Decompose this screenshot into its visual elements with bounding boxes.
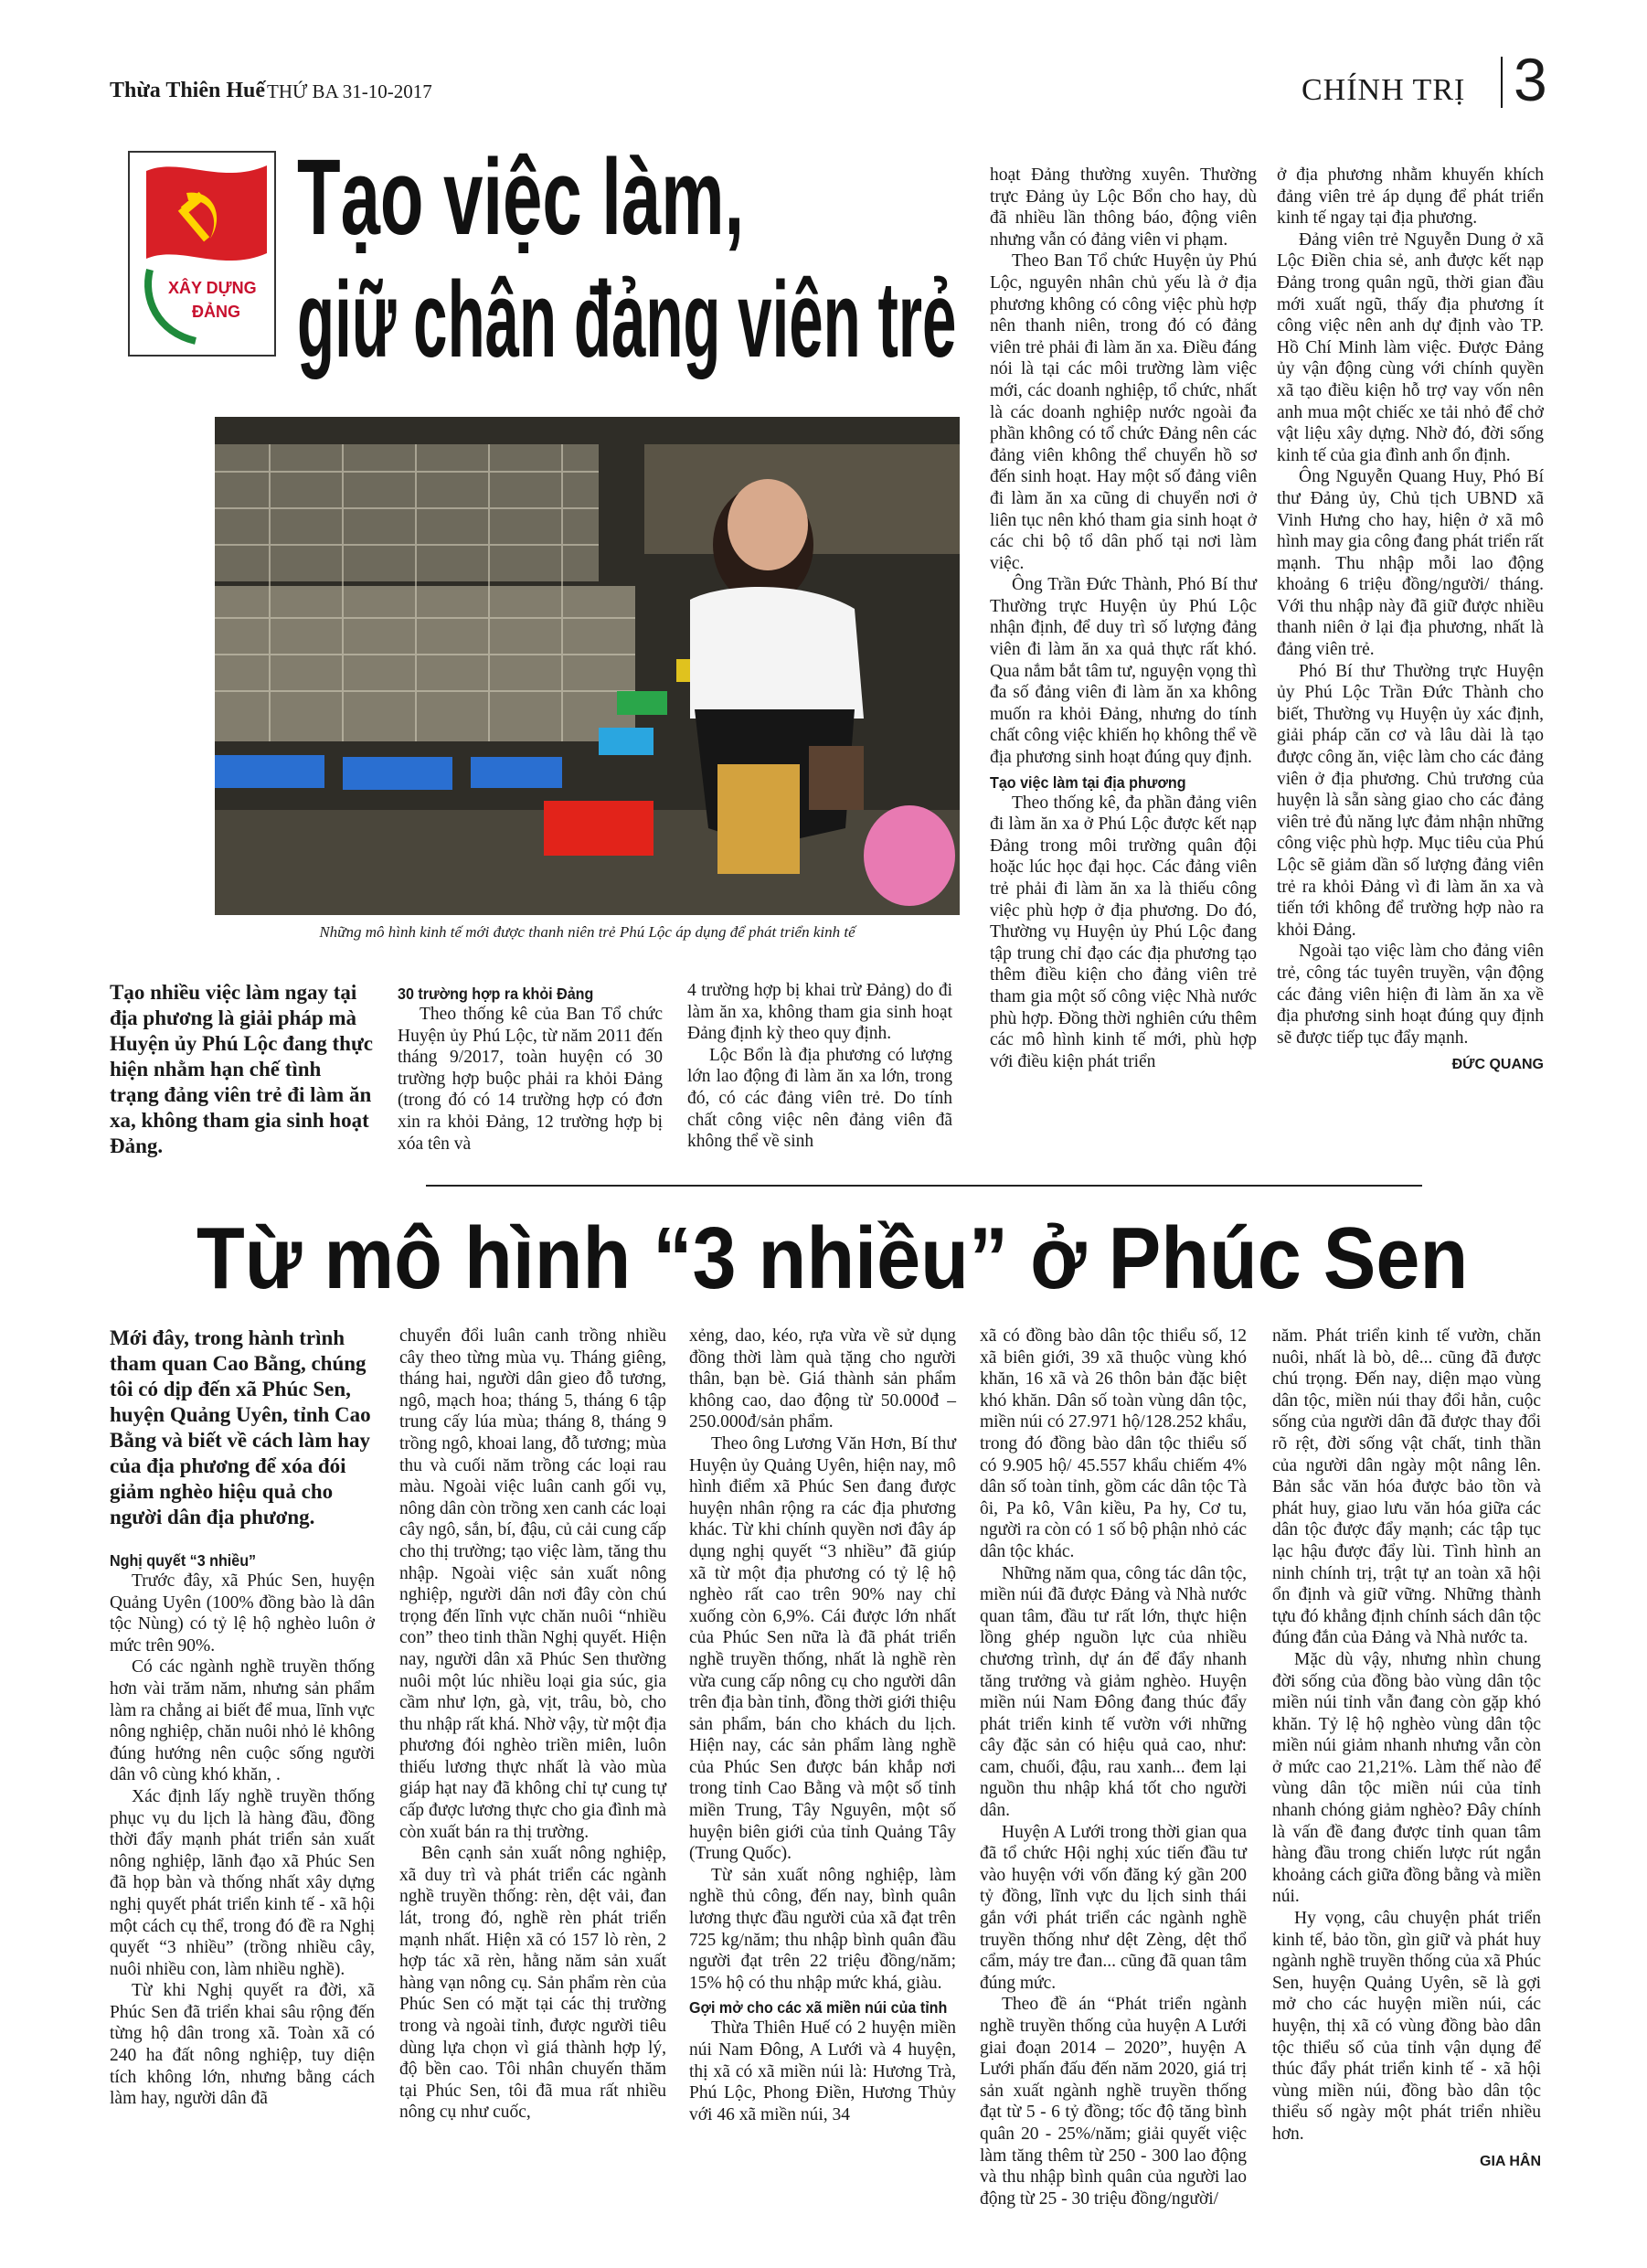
article1-paragraph: Ông Trần Đức Thành, Phó Bí thư Thường trực Huyện ủy Phú Lộc nhận định, để duy trì số lượng đảng viên đi làm ăn xa quả thực rất khó. Qua nắm bắt tâm tư, nguyện vọng thì đa số đảng viên đi làm ăn xa không muốn ra khỏi Đảng, nhưng do tính chất công việc khiến họ không thể về địa phương sinh hoạt đúng quy định. bbox=[990, 575, 1257, 768]
article1-col2 bbox=[398, 980, 663, 1155]
article2-byline: GIA HÂN bbox=[1480, 2153, 1541, 2169]
section-name: CHÍNH TRỊ bbox=[1302, 73, 1466, 107]
article-separator bbox=[426, 1185, 1422, 1187]
article2-paragraph: xã có đồng bào dân tộc thiểu số, 12 xã biên giới, 39 xã thuộc vùng khó khăn, 16 xã và 26 thôn bản đặc biệt khó khăn. Dân số toàn vùng dân tộc, miền núi có 27.971 hộ/128.252 khẩu, trong đó đồng bào dân tộc thiểu số có 9.905 hộ/ 45.557 khẩu chiếm 4% dân số toàn tỉnh, gồm các dân tộc Tà ôi, Pa kô, Vân kiều, Pa hy, Cơ tu, người ra còn có 1 số bộ phận nhỏ các dân tộc khác. bbox=[980, 1326, 1247, 1561]
article2-col5 bbox=[1272, 1326, 1541, 2172]
issue-date: THỨ BA 31-10-2017 bbox=[267, 80, 432, 102]
article2-paragraph: Xác định lấy nghề truyền thống phục vụ du lịch là hàng đầu, đồng thời đẩy mạnh phát triển sản xuất nông nghiệp, lãnh đạo xã Phúc Sen đã họp bàn và thống nhất xây dựng nghị quyết phát triển kinh tế - xã hội một cách cụ thể, trong đó đề ra Nghị quyết “3 nhiều” (trồng nhiều cây, nuôi nhiều con, làm nhiều nghề). bbox=[110, 1786, 375, 1979]
xay-dung-dang-logo bbox=[128, 151, 276, 357]
article2-paragraph: Theo đề án “Phát triển ngành nghề truyền thống của huyện A Lưới giai đoạn 2014 – 2020”, huyện A Lưới phấn đấu đến năm 2020, giá trị sản xuất ngành nghề truyền thống đạt từ 5 - 6 tỷ đồng; tốc độ tăng bình quân 20 - 25%/năm; giải quyết việc làm tăng thêm từ 250 - 300 lao động và thu nhập bình quân của người lao động từ 25 - 30 triệu đồng/người/ bbox=[980, 1995, 1247, 2209]
page-number: 3 bbox=[1514, 46, 1547, 113]
article1-paragraph: Ông Nguyễn Quang Huy, Phó Bí thư Đảng ủy, Chủ tịch UBND xã Vinh Hưng cho hay, hiện ở xã mô hình may gia công đang phát triển rất mạnh. Thu nhập mỗi lao động khoảng 6 triệu đồng/người/ tháng. Với thu nhập này đã giữ được nhiều thanh niên ở lại địa phương, nhất là đảng viên trẻ. bbox=[1277, 467, 1544, 660]
article2-paragraph: Bên cạnh sản xuất nông nghiệp, xã duy trì và phát triển các ngành nghề truyền thống: rèn, dệt vải, đan lát, trong đó, nghề rèn phát triển mạnh nhất. Hiện xã có 157 lò rèn, 2 hợp tác xã rèn, hằng năm sản xuất hàng vạn nông cụ. Sản phẩm rèn của Phúc Sen có mặt tại các thị trường trong và ngoài tỉnh, được người tiêu dùng lựa chọn vì giá thành hợp lý, độ bền cao. Tôi nhân chuyến thăm tại Phúc Sen, tôi đã mua rất nhiều nông cụ như cuốc, bbox=[399, 1844, 666, 2123]
article1-photo bbox=[215, 417, 960, 915]
article1-paragraph: Phó Bí thư Thường trực Huyện ủy Phú Lộc Trần Đức Thành cho biết, Thường vụ Huyện ủy xác định, giải pháp căn cơ và lâu dài là tạo được công ăn, việc làm cho các đảng viên ở địa phương. Chủ trương của huyện là sẵn sàng giao cho các đảng viên trẻ đủ năng lực đảm nhận những công việc phù hợp. Mục tiêu của Phú Lộc sẽ giảm dần số lượng đảng viên trẻ ra khỏi Đảng vì đi làm ăn xa và tiến tới không để trường hợp nào ra khỏi Đảng. bbox=[1277, 661, 1544, 940]
article1-paragraph: Theo Ban Tổ chức Huyện ủy Phú Lộc, nguyên nhân chủ yếu là ở địa phương không có công việc phù hợp nên thanh niên, trong đó có đảng viên trẻ phải đi làm ăn xa. Điều đáng nói là tại các môi trường làm việc mới, các doanh nghiệp, tổ chức, nhất là các doanh nghiệp nước ngoài đa phần không có tổ chức Đảng nên các đảng viên không thể chuyển hồ sơ đến sinh hoạt. Hay một số đảng viên đi làm ăn xa cũng di chuyển nơi ở liên tục nên khó tham gia sinh hoạt ở các chi bộ tổ dân phố tại nơi làm việc. bbox=[990, 251, 1257, 573]
article1-paragraph: Theo thống kê, đa phần đảng viên đi làm ăn xa ở Phú Lộc được kết nạp Đảng trong môi trường quân đội hoặc lúc học đại học. Các đảng viên trẻ phải đi làm ăn xa là thiếu công việc phù hợp ở địa phương. Do đó, Thường vụ Huyện ủy Phú Lộc đang tập trung chỉ đạo các địa phương tạo thêm điều kiện cho đảng viên trẻ tham gia một số công việc Nhà nước phù hợp. Đồng thời nghiên cứu thêm các mô hình kinh tế mới, phù hợp với điều kiện phát triển bbox=[990, 793, 1257, 1071]
article2-col1 bbox=[110, 1326, 375, 2110]
article1-col4 bbox=[990, 165, 1257, 1072]
article2-paragraph: Từ khi Nghị quyết ra đời, xã Phúc Sen đã triển khai sâu rộng đến từng hộ dân trong xã. Toàn xã có 240 ha đất nông nghiệp, tuy diện tích không lớn, nhưng bằng cách làm hay, người dân đã bbox=[110, 1981, 375, 2109]
article1-byline: ĐỨC QUANG bbox=[1451, 1057, 1544, 1073]
article1-photo-caption: Những mô hình kinh tế mới được thanh niên trẻ Phú Lộc áp dụng để phát triển kinh tế bbox=[319, 923, 855, 941]
article1-paragraph: Đảng viên trẻ Nguyễn Dung ở xã Lộc Điền chia sẻ, anh được kết nạp Đảng trong quân ngũ, thời gian đầu mới xuất ngũ, thấy địa phương ít công việc nên anh dự định vào TP. Hồ Chí Minh làm việc. Được Đảng ủy vận động cùng với chính quyền xã tạo điều kiện hỗ trợ vay vốn nên anh mua một chiếc xe tải nhỏ để chở vật liệu xây dựng. Nhờ đó, đời sống kinh tế của gia đình anh ổn định. bbox=[1277, 229, 1544, 465]
article2-paragraph: chuyển đổi luân canh trồng nhiều cây theo từng mùa vụ. Tháng giêng, tháng hai, người dân gieo đỗ tương, ngô, mạch hoa; tháng 5, tháng 6 tập trung cấy lúa mùa; tháng 8, tháng 9 trồng ngô, khoai lang, đỗ tương; mùa thu và cuối năm trồng các loại rau màu. Ngoài việc luân canh gối vụ, nông dân còn trồng xen canh các loại cây ngô, sắn, bí, đậu, củ cải cung cấp cho thị trường; tạo việc làm, tăng thu nhập. Ngoài việc sản xuất nông nghiệp, người dân nơi đây còn chú trọng đến lĩnh vực chăn nuôi “nhiều con” theo tinh thần Nghị quyết. Hiện nay, người dân xã Phúc Sen thường nuôi một lúc nhiều loại gia súc, gia cầm như lợn, gà, vịt, trâu, bò, cho thu nhập rất khá. Nhờ vậy, từ một địa phương đói nghèo triền miên, luôn thiếu lương thực nhất là vào mùa giáp hạt nay đã không chỉ tự cung tự cấp được lương thực cho gia đình mà còn xuất bán ra thị trường. bbox=[399, 1326, 666, 1842]
article2-subhead1: Nghị quyết “3 nhiều” bbox=[110, 1551, 257, 1570]
article1-paragraph: ở địa phương nhằm khuyến khích đảng viên trẻ áp dụng để phát triển kinh tế ngay tại địa phương. bbox=[1277, 165, 1544, 229]
article2-paragraph: Huyện A Lưới trong thời gian qua đã tổ chức Hội nghị xúc tiến đầu tư vào huyện với vốn đăng ký gần 200 tỷ đồng, lĩnh vực du lịch sinh thái gắn với phát triển các ngành nghề truyền thống như dệt Zèng, dệt thổ cẩm, máy tre đan... cũng đã quan tâm đúng mức. bbox=[980, 1822, 1247, 1993]
logo-text-line2: ĐẢNG bbox=[192, 303, 240, 321]
photo-illustration bbox=[215, 417, 960, 915]
article2-paragraph: Hy vọng, câu chuyện phát triển kinh tế, bảo tồn, gìn giữ và phát huy ngành nghề truyền thống của xã Phúc Sen, huyện Quảng Uyên, sẽ là gợi mở cho các huyện miền núi, các huyện, thị xã có vùng đồng bào dân tộc thiểu số của tỉnh vận dụng để thúc đẩy phát triển kinh tế - xã hội vùng miền núi, đồng bào dân tộc thiểu số ngày một phát triển nhiều hơn. bbox=[1272, 1909, 1541, 2144]
party-flag-icon bbox=[130, 153, 274, 355]
article1-title-line2: giữ chân đảng viên trẻ bbox=[297, 260, 957, 380]
article1-col3 bbox=[687, 980, 952, 1153]
article2-paragraph: Theo ông Lương Văn Hơn, Bí thư Huyện ủy Quảng Uyên, hiện nay, mô hình điểm xã Phúc Sen đang được huyện nhân rộng ra các địa phương khác. Từ khi chính quyền nơi đây áp dụng nghị quyết “3 nhiều” đã giúp xã từ một địa phương có tỷ lệ hộ nghèo rất cao trên 90% nay chỉ xuống còn 6,9%. Cái được lớn nhất của Phúc Sen nữa là đã phát triển nghề truyền thống, nhất là nghề rèn vừa cung cấp nông cụ cho người dân trên địa bàn tỉnh, đồng thời giới thiệu sản phẩm, bán cho khách du lịch. Hiện nay, các sản phẩm làng nghề của Phúc Sen được bán khắp nơi trong tỉnh Cao Bằng và một số tỉnh miền Trung, Tây Nguyên, một số huyện biên giới của tỉnh Quảng Tây (Trung Quốc). bbox=[689, 1433, 956, 1864]
masthead-name: Thừa Thiên Huế bbox=[110, 79, 266, 102]
article1-subhead2: Tạo việc làm tại địa phương bbox=[990, 772, 1186, 792]
article2-title: Từ mô hình “3 nhiều” ở Phúc Sen bbox=[197, 1209, 1469, 1307]
article2-paragraph: Từ sản xuất nông nghiệp, làm nghề thủ công, đến nay, bình quân lương thực đầu người của xã đạt trên 725 kg/năm; thu nhập bình quân đầu người đạt trên 22 triệu đồng/năm; 15% hộ có thu nhập mức khá, giàu. bbox=[689, 1865, 956, 1993]
header-divider bbox=[1501, 57, 1503, 108]
article2-paragraph: xẻng, dao, kéo, rựa vừa về sử dụng đồng thời làm quà tặng cho người thân, bạn bè. Giá thành sản phẩm không cao, dao động từ 50.000đ – 250.000đ/sản phẩm. bbox=[689, 1326, 956, 1432]
article1-col5 bbox=[1277, 165, 1544, 1076]
article1-sapo: Tạo nhiều việc làm ngay tại địa phương là giải pháp mà Huyện ủy Phú Lộc đang thực hiện nhằm hạn chế tình trạng đảng viên trẻ đi làm ăn xa, không tham gia sinh hoạt Đảng. bbox=[110, 981, 373, 1157]
article2-col2 bbox=[399, 1326, 666, 2124]
article2-col4 bbox=[980, 1326, 1247, 2209]
article2-subhead2: Gợi mở cho các xã miền núi của tỉnh bbox=[689, 1998, 948, 2018]
article2-paragraph: Những năm qua, công tác dân tộc, miền núi đã được Đảng và Nhà nước quan tâm, đầu tư rất lớn, thực hiện lồng ghép nguồn lực của nhiều chương trình, dự án để đẩy nhanh tăng trưởng và giảm nghèo. Huyện miền núi Nam Đông đang thúc đẩy phát triển kinh tế vườn với những cây đặc sản có hiệu quả cao, như: cam, chuối, đậu, rau xanh... đem lại nguồn thu nhập khá tốt cho người dân. bbox=[980, 1563, 1247, 1821]
logo-text-line1: XÂY DỰNG bbox=[168, 279, 257, 297]
article2-paragraph: Thừa Thiên Huế có 2 huyện miền núi Nam Đông, A Lưới và 4 huyện, thị xã có xã miền núi là: Hương Trà, Phú Lộc, Phong Điền, Hương Thủy với 46 xã miền núi, 34 bbox=[689, 2018, 956, 2124]
article2-paragraph: Trước đây, xã Phúc Sen, huyện Quảng Uyên (100% đồng bào là dân tộc Nùng) có tỷ lệ hộ nghèo luôn ở mức trên 90%. bbox=[110, 1571, 375, 1656]
article1-paragraph: Lộc Bổn là địa phương có lượng lớn lao động đi làm ăn xa lớn, trong đó, có các đảng viên trẻ. Do tính chất công việc nên đảng viên đã không thể về sinh bbox=[687, 1045, 952, 1152]
article2-paragraph: Mặc dù vậy, nhưng nhìn chung đời sống của đồng bào vùng dân tộc miền núi tỉnh vẫn đang còn gặp khó khăn. Tỷ lệ hộ nghèo vùng dân tộc miền núi giảm nhanh nhưng vẫn còn ở mức cao 21,21%. Làm thế nào để vùng dân tộc miền núi của tỉnh nhanh chóng giảm nghèo? Đây chính là vấn đề đang được tỉnh quan tâm hàng đầu trong chiến lược rút ngắn khoảng cách giữa đồng bằng và miền núi. bbox=[1272, 1649, 1541, 1907]
article1-paragraph: 4 trường hợp bị khai trừ Đảng) do đi làm ăn xa, không tham gia sinh hoạt Đảng định kỳ theo quy định. bbox=[687, 981, 952, 1044]
article2-sapo: Mới đây, trong hành trình tham quan Cao Bằng, chúng tôi có dịp đến xã Phúc Sen, huyện Quảng Uyên, tỉnh Cao Bằng và biết về cách làm hay của địa phương để xóa đói giảm nghèo hiệu quả cho người dân địa phương. bbox=[110, 1326, 371, 1528]
article1-subhead1: 30 trường hợp ra khỏi Đảng bbox=[398, 985, 594, 1003]
article1-paragraph: hoạt Đảng thường xuyên. Thường trực Đảng ủy Lộc Bổn cho hay, dù đã nhiều lần thông báo, động viên nhưng vẫn có đảng viên vi phạm. bbox=[990, 165, 1257, 250]
article1-title-line1: Tạo việc làm, bbox=[297, 137, 745, 258]
article1-paragraph: Theo thống kê của Ban Tổ chức Huyện ủy Phú Lộc, từ năm 2011 đến tháng 9/2017, toàn huyện có 30 trường hợp buộc phải ra khỏi Đảng (trong đó có 14 trường hợp có đơn xin ra khỏi Đảng, 12 trường hợp bị xóa tên và bbox=[398, 1005, 663, 1154]
article1-paragraph: Ngoài tạo việc làm cho đảng viên trẻ, công tác tuyên truyền, vận động các đảng viên hiện đi làm ăn xa về địa phương sinh hoạt đúng quy định sẽ được tiếp tục đẩy mạnh. bbox=[1277, 942, 1544, 1048]
article2-paragraph: năm. Phát triển kinh tế vườn, chăn nuôi, nhất là bò, dê... cũng đã được chú trọng. Đến nay, diện mạo vùng dân tộc, miền núi thay đổi hẳn, cuộc sống của người dân đã được thay đổi rõ rệt, đời sống vật chất, tinh thần của người dân ngày một nâng lên. Bản sắc văn hóa được bảo tồn và phát huy, giao lưu văn hóa giữa các dân tộc được đẩy mạnh; các tập tục lạc hậu được đẩy lùi. Tình hình an ninh chính trị, trật tự an toàn xã hội ổn định và giữ vững. Những thành tựu đó khẳng định chính sách dân tộc đúng đắn của Đảng và Nhà nước ta. bbox=[1272, 1326, 1541, 1648]
article2-paragraph: Có các ngành nghề truyền thống hơn vài trăm năm, nhưng sản phẩm làm ra chẳng ai biết để mua, lĩnh vực nông nghiệp, chăn nuôi nhỏ lẻ không đúng hướng nên cuộc sống người dân vô cùng khó khăn, . bbox=[110, 1657, 375, 1785]
article2-col3 bbox=[689, 1326, 956, 2125]
